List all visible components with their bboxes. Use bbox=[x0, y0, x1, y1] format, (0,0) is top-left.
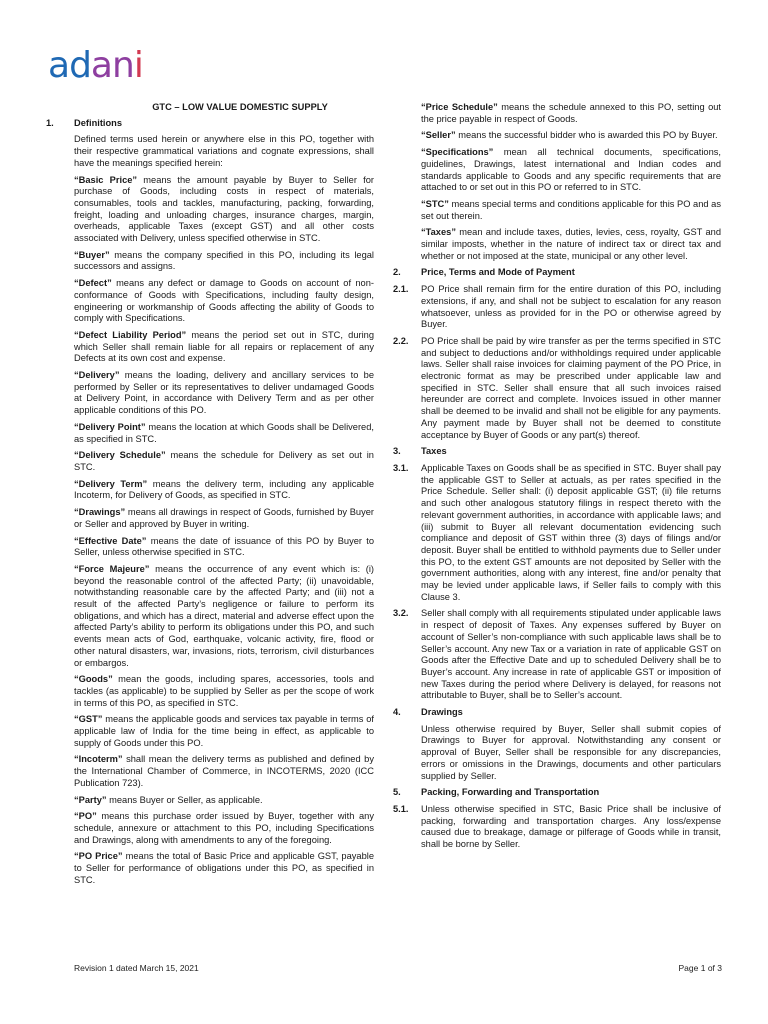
section-number: 2. bbox=[393, 267, 401, 278]
definition-term: “Effective Date” bbox=[74, 535, 147, 546]
definition-item bbox=[74, 330, 374, 365]
definition-term: “Defect” bbox=[74, 278, 112, 289]
section-title: Price, Terms and Mode of Payment bbox=[421, 267, 575, 278]
definition-item bbox=[421, 199, 721, 222]
definition-item bbox=[74, 479, 374, 502]
definitions-intro: Defined terms used herein or anywhere else in this PO, together with their respective grammatical variations and cognate expressions, shall have the meanings specified herein: bbox=[74, 134, 374, 168]
document-title: GTC – LOW VALUE DOMESTIC SUPPLY bbox=[152, 102, 328, 112]
definition-term: “Delivery Schedule” bbox=[74, 450, 166, 461]
section-title: Definitions bbox=[74, 117, 123, 128]
definition-text: mean the goods, including spares, accessories, tools and tackles (as applicable) to be supplied by Seller as per the scope of work in terms of this PO, as specified in STC. bbox=[74, 674, 374, 708]
adani-logo bbox=[48, 45, 143, 86]
clause-3-2 bbox=[393, 608, 721, 702]
definition-text: means the occurrence of any event which is: (i) beyond the reasonable control of the affected Party; (ii) unavoidable, notwithstanding reasonable care by the affected Party; and (iii) not a result of the affected Party’s negligence or failure to perform its obligations, and which has a direct, material and adverse effect upon the affected Party’s ability to perform its obligations under this PO, and such events mean acts of God, earthquake, volcanic activity, fire, flood or other natural disasters, war, invasions, riots, terrorism, civil disturbances or embargos. bbox=[74, 563, 374, 668]
definition-item bbox=[421, 130, 721, 142]
definition-term: “Seller” bbox=[421, 130, 456, 141]
clause-number: 3.1. bbox=[393, 462, 409, 473]
definition-term: “Price Schedule” bbox=[421, 102, 498, 112]
clause-5-1 bbox=[393, 804, 721, 851]
section-2-heading bbox=[393, 267, 721, 279]
section-5-heading bbox=[393, 787, 721, 799]
logo-letter: n bbox=[111, 45, 134, 86]
definition-term: “Taxes” bbox=[421, 227, 456, 238]
definition-text: means all drawings in respect of Goods, furnished by Buyer or Seller and approved by Buyer in writing. bbox=[74, 507, 374, 529]
clause-text: Applicable Taxes on Goods shall be as specified in STC. Buyer shall pay the applicable GST to Seller at actuals, as per rates specified in the Price Schedule. Seller shall: (i) deposit applicable GST; (ii) file returns and such other analogous statutory filings in respect thereto with the relevant government authorities, in accordance with applicable laws; and (iii) submit to Buyer all relevant documentation evidencing such compliance and deposit of GST within three (3) days of filings and/or deposit. Buyer shall be entitled to withhold payments due to Seller under this PO, to the extent GST amounts are not deposited by Seller with the government authorities, along with any interest, fine and/or penalty that may be levied under applicable laws, if Seller fails to comply with this Clause 3. bbox=[421, 462, 721, 602]
definition-text: means Buyer or Seller, as applicable. bbox=[106, 794, 263, 805]
definition-item bbox=[74, 370, 374, 417]
logo-letter: d bbox=[69, 45, 91, 86]
definition-item bbox=[74, 450, 374, 473]
section-3-heading bbox=[393, 446, 721, 458]
definition-text: means any defect or damage to Goods on account of non-conformance of Goods with Specifications, including faulty design, engineering or workmanship of Goods affecting the ability of Goods to comply with Specifications. bbox=[74, 278, 374, 324]
logo-wordmark bbox=[48, 45, 143, 86]
definition-text: means the company specified in this PO, including its legal successors and assigns. bbox=[74, 249, 374, 272]
right-column bbox=[393, 102, 721, 856]
section-4-heading bbox=[393, 707, 721, 719]
clause-3-1 bbox=[393, 463, 721, 603]
clause-number: 3.2. bbox=[393, 608, 409, 619]
definition-text: means the location at which Goods shall be Delivered, as specified in STC. bbox=[74, 421, 374, 444]
definition-term: “Delivery Term” bbox=[74, 478, 148, 489]
footer-revision: Revision 1 dated March 15, 2021 bbox=[74, 963, 199, 973]
clause-number: 5.1. bbox=[393, 803, 409, 814]
definitions-list-left bbox=[46, 175, 374, 887]
clause-text: Unless otherwise specified in STC, Basic Price shall be inclusive of packing, forwarding and transportation charges. Any loss/expense caused due to breakage, damage or pilferage of Goods while in transit, shall be borne by Seller. bbox=[421, 803, 721, 850]
logo-letter: i bbox=[133, 45, 143, 86]
definition-item bbox=[421, 102, 721, 125]
definition-item bbox=[421, 227, 721, 262]
definition-item bbox=[74, 795, 374, 807]
clause-number: 2.1. bbox=[393, 284, 409, 295]
definition-term: “Incoterm” bbox=[74, 754, 123, 765]
definition-text: mean and include taxes, duties, levies, cess, royalty, GST and similar imposts, whether in the nature of indirect tax or direct tax and whether or not imposed at the state, municipal or any other level. bbox=[421, 227, 721, 261]
definition-text: means the period set out in STC, during which Seller shall remain liable for all repairs or replacement of any Defects at its own cost and expense. bbox=[74, 329, 375, 364]
logo-letter: a bbox=[90, 45, 112, 86]
clause-number: 2.2. bbox=[393, 335, 409, 346]
definitions-list-right bbox=[393, 102, 721, 262]
definition-text: means the successful bidder who is awarded this PO by Buyer. bbox=[455, 130, 718, 141]
definition-text: means special terms and conditions applicable for this PO and as set out therein. bbox=[421, 198, 721, 221]
definition-item bbox=[74, 536, 374, 559]
section-title: Packing, Forwarding and Transportation bbox=[421, 787, 600, 798]
definition-item bbox=[421, 147, 721, 194]
definition-item bbox=[74, 175, 374, 245]
clause-2-2 bbox=[393, 336, 721, 441]
definition-term: “PO” bbox=[74, 811, 97, 822]
definition-text: means the date of issuance of this PO by Buyer to Seller, unless otherwise specified in STC. bbox=[74, 535, 374, 558]
definition-item bbox=[74, 250, 374, 273]
section-number: 1. bbox=[46, 117, 54, 128]
definition-term: “Defect Liability Period” bbox=[74, 329, 187, 340]
definition-item bbox=[74, 278, 374, 325]
section-number: 5. bbox=[393, 787, 401, 798]
definition-text: means the delivery term, including any applicable Incoterm, for Delivery of Goods, as specified in STC. bbox=[74, 478, 374, 501]
definition-term: “Party” bbox=[74, 794, 107, 805]
logo-letter: a bbox=[48, 45, 70, 86]
clause-text: Seller shall comply with all requirements stipulated under applicable laws in respect of deposit of Taxes. Any expenses suffered by Buyer on account of Seller’s non-compliance with such applicable laws shall be to Seller’s account. Any new Tax or a variation in rate of applicable GST on Goods after the Effective Date and up to scheduled Delivery shall be to Buyer’s account. Any increase in rate of applicable GST or imposition of new Taxes during the period where Delivery is delayed, for reasons not attributable to Buyer, shall be to Seller’s account. bbox=[421, 608, 721, 701]
definition-term: “Delivery” bbox=[74, 370, 120, 381]
definition-term: “PO Price” bbox=[74, 851, 123, 862]
definition-term: “Basic Price” bbox=[74, 174, 138, 185]
definition-term: “Drawings” bbox=[74, 507, 126, 518]
clause-text: PO Price shall be paid by wire transfer as per the terms specified in STC and subject to deductions and/or withholdings required under applicable laws. Seller shall raise invoices for claiming payment of the PO Price, in electronic format as may be prescribed under applicable law and specified in STC. Seller shall ensure that all such invoices raised hereunder are correct and complete. Invoices issued in other manner shall be deemed to be invalid and shall not be eligible for any payments. Any payment made by Buyer shall not be deemed to constitute acceptance by Buyer of Goods or any part(s) thereof. bbox=[421, 335, 721, 440]
definition-term: “Buyer” bbox=[74, 249, 110, 260]
definition-text: means the schedule for Delivery as set out in STC. bbox=[74, 450, 374, 472]
clause-2-1 bbox=[393, 284, 721, 331]
definition-item bbox=[74, 811, 374, 846]
definition-text: means the applicable goods and services tax payable in terms of applicable law of India for the time being in effect, as applicable to supply of Goods under this PO. bbox=[74, 714, 374, 748]
definition-text: means the amount payable by Buyer to Seller for purchase of Goods, including costs in respect of materials, consumables, tools and tackles, manufacturing, packing, forwarding, freight, loading and unloading charges, insurance charges, margin, overheads, applicable Taxes (except GST) and all other costs associated with Delivery, unless specified otherwise in STC. bbox=[74, 174, 374, 244]
section-number: 4. bbox=[393, 707, 401, 718]
definition-text: means the total of Basic Price and applicable GST, payable to Seller for performance of obligations under this PO, as specified in STC. bbox=[74, 851, 374, 885]
footer-page-number: Page 1 of 3 bbox=[678, 963, 722, 973]
definition-term: “Specifications” bbox=[421, 147, 494, 158]
definition-term: “Goods” bbox=[74, 674, 113, 685]
definition-item bbox=[74, 714, 374, 749]
left-column bbox=[46, 102, 374, 891]
definition-term: “STC” bbox=[421, 198, 449, 209]
definition-item bbox=[74, 507, 374, 530]
definition-text: means this purchase order issued by Buyer, together with any schedule, annexure or attachment to this PO, including Specifications and Drawings, along with amendments to any of the foregoing. bbox=[74, 811, 374, 845]
definition-item bbox=[74, 422, 374, 445]
section-4-text: Unless otherwise required by Buyer, Seller shall submit copies of Drawings to Buyer for approval. Notwithstanding any consent or approval of Buyer, Seller shall be responsible for any discrepancies, errors or omissions in the Drawings, documents and other particulars supplied by Seller. bbox=[421, 723, 721, 781]
definition-item bbox=[74, 564, 374, 669]
section-title: Drawings bbox=[421, 707, 463, 718]
definition-item bbox=[74, 851, 374, 886]
definition-term: “GST” bbox=[74, 714, 103, 725]
definition-text: means the schedule annexed to this PO, setting out the price payable in respect of Goods. bbox=[421, 102, 721, 124]
definition-item bbox=[74, 754, 374, 789]
definition-text: mean all technical documents, specifications, guidelines, Drawings, latest international and Indian codes and standards applicable to Goods and any specific requirements that are attached to or set out in this PO or referred to in STC. bbox=[421, 147, 721, 193]
definition-term: “Delivery Point” bbox=[74, 421, 146, 432]
definition-item bbox=[74, 674, 374, 709]
section-number: 3. bbox=[393, 446, 401, 457]
section-1-heading bbox=[46, 118, 374, 130]
definition-term: “Force Majeure” bbox=[74, 563, 150, 574]
section-title: Taxes bbox=[421, 446, 447, 457]
definition-text: shall mean the delivery terms as published and defined by the International Chamber of Commerce, in INCOTERMS, 2020 (ICC Publication 723). bbox=[74, 754, 374, 788]
clause-text: PO Price shall remain firm for the entire duration of this PO, including extensions, if any, and shall not be subject to escalation for any reason whatsoever, unless as provided for in the PO or otherwise agreed by Buyer. bbox=[421, 284, 721, 330]
definition-text: means the loading, delivery and ancillary services to be performed by Seller or its representatives to deliver undamaged Goods at Delivery Point, in accordance with Delivery Term and as per other applicable conditions of this PO. bbox=[74, 370, 374, 416]
